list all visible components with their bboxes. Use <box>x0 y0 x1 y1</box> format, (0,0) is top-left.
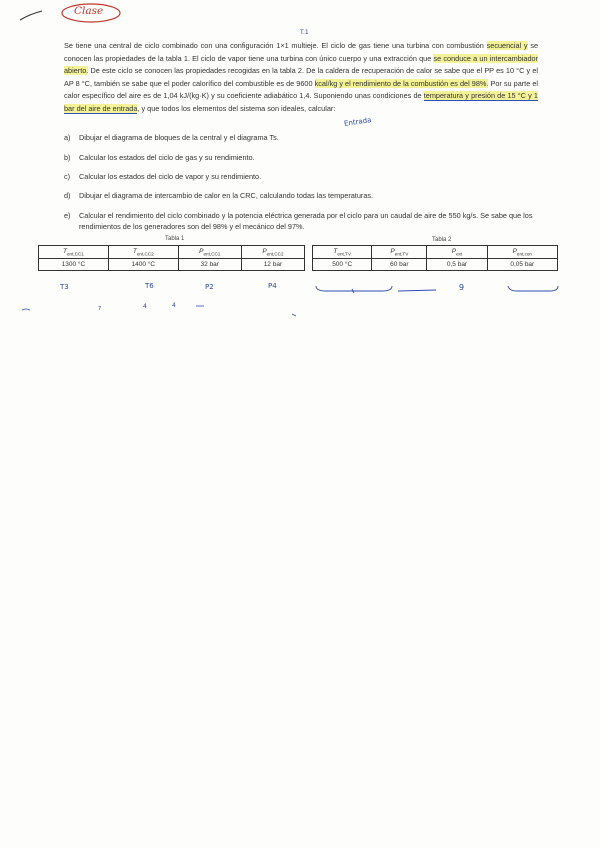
statement-line: Se tiene una central de ciclo combinado con una configuración 1×1 multieje. El ciclo de gas tiene una turbina con combustión <box>64 41 484 50</box>
table-header-cell: $T_{ent,TV}$ <box>313 246 372 259</box>
question-text: Calcular los estados del ciclo de gas y su rendimiento. <box>79 153 255 162</box>
table-cell: 1300 °C <box>39 259 109 271</box>
table-cell: 0,5 bar <box>427 259 487 271</box>
table2-caption: Tabla 2 <box>432 237 452 243</box>
table-row <box>39 259 305 271</box>
table-1 <box>38 245 305 271</box>
table-header-cell: $T_{ent,CC1}$ <box>39 246 109 259</box>
table-header-row <box>313 246 558 259</box>
statement-line: De este ciclo se conocen las propiedades recogidas en la tabla 2. De la caldera de <box>88 66 360 76</box>
statement-line: , y que todos los <box>137 103 191 113</box>
handwritten-bracket-marks <box>312 282 562 296</box>
question-label: c) <box>64 172 71 181</box>
highlighted-text: secuencial y <box>486 41 528 50</box>
table-row <box>313 259 558 271</box>
handwritten-state-mark: T6 <box>145 282 154 290</box>
pen-dash-mark <box>18 8 44 24</box>
handwritten-top-word: Clase <box>74 5 104 17</box>
underlined-highlighted-text: temperatura y presión de 15 °C y 1 bar del aire de entrada <box>64 91 538 113</box>
statement-line: elementos del sistema son ideales, calcular: <box>192 103 336 113</box>
handwritten-state-mark: P2 <box>205 283 214 291</box>
table-2 <box>312 245 558 271</box>
problem-statement <box>64 40 538 116</box>
table-header-cell: $P_{ent,CC2}$ <box>241 246 304 259</box>
highlighted-text: se conduce a un intercambiador abierto. <box>64 53 539 76</box>
question-text: Dibujar el diagrama de bloques de la central y el diagrama Ts. <box>79 133 279 142</box>
table-header-cell: $T_{ent,CC2}$ <box>108 246 178 259</box>
question-label: e) <box>64 211 71 220</box>
handwritten-dot-marks <box>18 300 303 320</box>
question-label: d) <box>64 191 71 200</box>
handwritten-stray-mark: 7 <box>98 306 102 312</box>
statement-line: Por su parte el calor específico del aire es de 1,04 kJ/(kg·K) y su coeficiente <box>64 78 539 101</box>
table-cell: 0,05 bar <box>487 259 557 271</box>
handwritten-table-note: T.1 <box>300 29 309 36</box>
table-header-cell: $P_{ent,TV}$ <box>372 246 427 259</box>
handwritten-stray-mark: 4 <box>143 303 147 310</box>
question-label: a) <box>64 133 71 142</box>
highlighted-text: kcal/kg y el rendimiento de la combustión es del 98%. <box>314 78 489 88</box>
table-cell: 32 bar <box>178 259 241 271</box>
question-text: Calcular los estados del ciclo de vapor y su rendimiento. <box>79 172 262 181</box>
statement-line: recuperación de calor se sabe que el PP es 10 °C y el AP 8 °C, también se sabe que el poder calorífico del combustible es de 9600 <box>64 66 538 88</box>
handwritten-state-mark: P4 <box>268 282 277 290</box>
table-cell: 60 bar <box>372 259 427 271</box>
table-cell: 1400 °C <box>108 259 178 271</box>
question-text: Dibujar el diagrama de intercambio de calor en la CRC, calculando todas las temperaturas. <box>79 191 374 200</box>
statement-line: adiabático 1,4. Suponiendo unas condiciones de <box>263 91 424 101</box>
handwritten-stray-mark: 4 <box>172 302 176 309</box>
table-header-row <box>39 246 305 259</box>
table-cell: 500 °C <box>313 259 372 271</box>
question-label: b) <box>64 153 71 162</box>
table-header-cell: $P_{ext}$ <box>427 246 487 259</box>
question-text: Calcular el rendimiento del ciclo combinado y la potencia eléctrica generada por el ciclo para un caudal de aire de 550 kg/s. Se sabe que los rendimientos de los generadores son del 98% y el mecánico del 97%. <box>79 211 533 231</box>
handwritten-margin-note: Entrada <box>343 116 372 128</box>
table-header-cell: $P_{ent,con}$ <box>487 246 557 259</box>
handwritten-state-mark: T3 <box>60 283 69 291</box>
handwritten-state-mark: 9 <box>459 283 465 292</box>
table1-caption: Tabla 1 <box>165 236 185 242</box>
statement-line: se conocen las propiedades de la tabla 1. El ciclo de vapor tiene una turbina con único cuerpo y una extracción que <box>64 41 539 63</box>
table-header-cell: $P_{ent,CC1}$ <box>178 246 241 259</box>
table-cell: 12 bar <box>241 259 304 271</box>
